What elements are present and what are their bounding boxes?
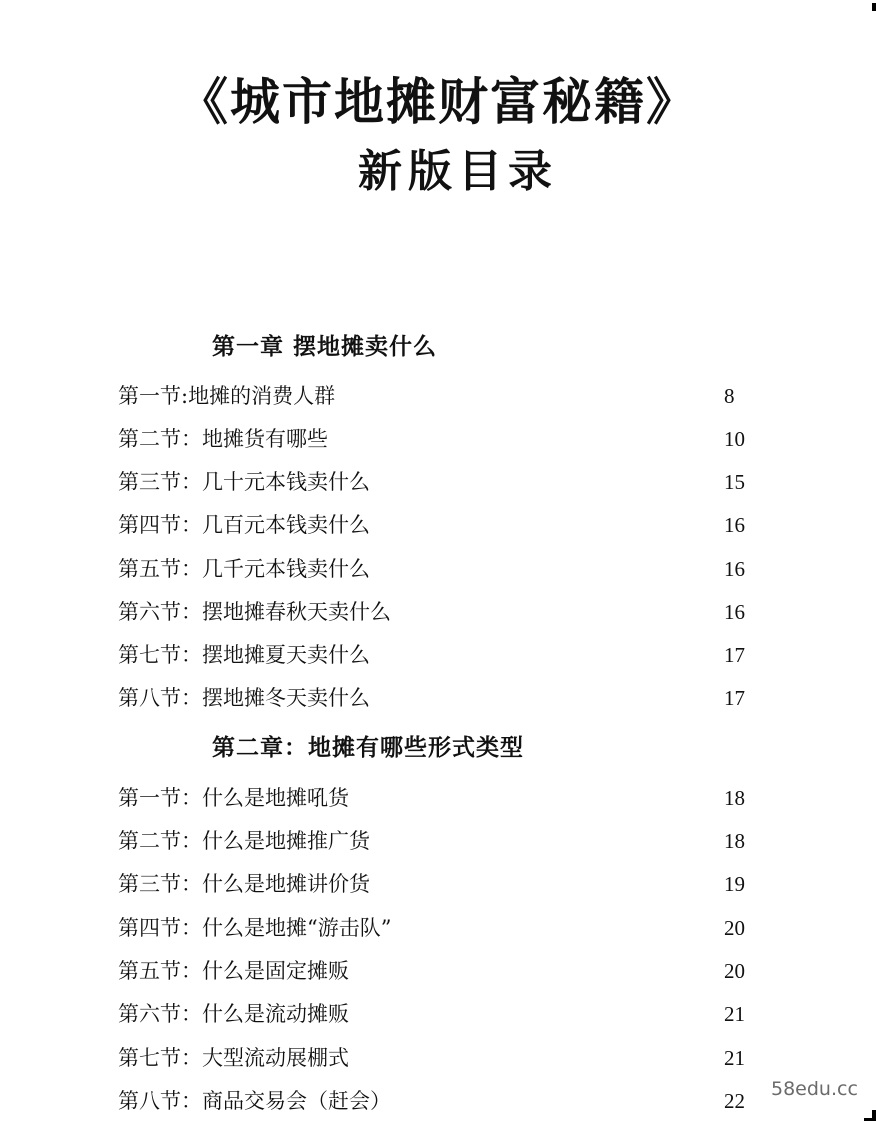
watermark: 58edu.cc [771,1078,858,1100]
toc-entry-label: 第四节：几百元本钱卖什么 [118,513,370,537]
toc-entry-label: 第七节：摆地摊夏天卖什么 [118,643,370,667]
toc-entry-label: 第二节：地摊货有哪些 [118,427,328,451]
toc-entry[interactable] [118,510,758,540]
toc-entry-page: 16 [724,600,745,624]
toc-entry[interactable] [118,381,758,411]
toc-entry-label: 第一节:地摊的消费人群 [118,384,336,408]
toc-entry-page: 17 [724,686,745,710]
toc-entry[interactable] [118,999,758,1029]
toc-entry[interactable] [118,597,758,627]
scan-corner-mark [872,3,876,11]
toc-entry-page: 10 [724,427,745,451]
toc-entry-label: 第八节：摆地摊冬天卖什么 [118,686,370,710]
toc-entry-label: 第三节：几十元本钱卖什么 [118,470,370,494]
toc-entry-label: 第四节：什么是地摊“游击队” [118,916,392,940]
toc-entry[interactable] [118,913,758,943]
toc-entry[interactable] [118,1043,758,1073]
toc-entry-label: 第八节：商品交易会（赶会） [118,1089,391,1113]
toc-entry[interactable] [118,640,758,670]
chapter-title: 第一章 摆地摊卖什么 [212,333,438,360]
toc-entry-page: 15 [724,470,745,494]
toc-entry[interactable] [118,869,758,899]
chapter-title: 第二章：地摊有哪些形式类型 [212,734,524,761]
toc-entry-page: 18 [724,786,745,810]
toc-entry-label: 第七节：大型流动展棚式 [118,1046,349,1070]
document-subtitle: 新版目录 [358,146,558,197]
document-title: 《城市地摊财富秘籍》 [178,72,698,131]
toc-entry-label: 第六节：什么是流动摊贩 [118,1002,349,1026]
toc-entry-page: 16 [724,557,745,581]
toc-entry[interactable] [118,1086,758,1116]
toc-entry-label: 第五节：几千元本钱卖什么 [118,557,370,581]
toc-entry[interactable] [118,424,758,454]
toc-entry[interactable] [118,783,758,813]
toc-entry-page: 21 [724,1002,745,1026]
toc-entry-page: 19 [724,872,745,896]
toc-entry-page: 20 [724,959,745,983]
toc-entry-page: 22 [724,1089,745,1113]
toc-entry-label: 第五节：什么是固定摊贩 [118,959,349,983]
toc-entry-page: 18 [724,829,745,853]
toc-entry-page: 16 [724,513,745,537]
toc-entry-label: 第二节：什么是地摊推广货 [118,829,370,853]
toc-entry-label: 第一节：什么是地摊吼货 [118,786,349,810]
toc-entry-page: 8 [724,384,735,408]
toc-entry-page: 20 [724,916,745,940]
scan-corner-mark [872,1110,876,1121]
toc-entry-label: 第三节：什么是地摊讲价货 [118,872,370,896]
toc-entry-page: 21 [724,1046,745,1070]
toc-entry[interactable] [118,956,758,986]
toc-entry[interactable] [118,826,758,856]
toc-entry-page: 17 [724,643,745,667]
toc-entry[interactable] [118,554,758,584]
toc-entry[interactable] [118,683,758,713]
toc-entry-label: 第六节：摆地摊春秋天卖什么 [118,600,391,624]
toc-entry[interactable] [118,467,758,497]
